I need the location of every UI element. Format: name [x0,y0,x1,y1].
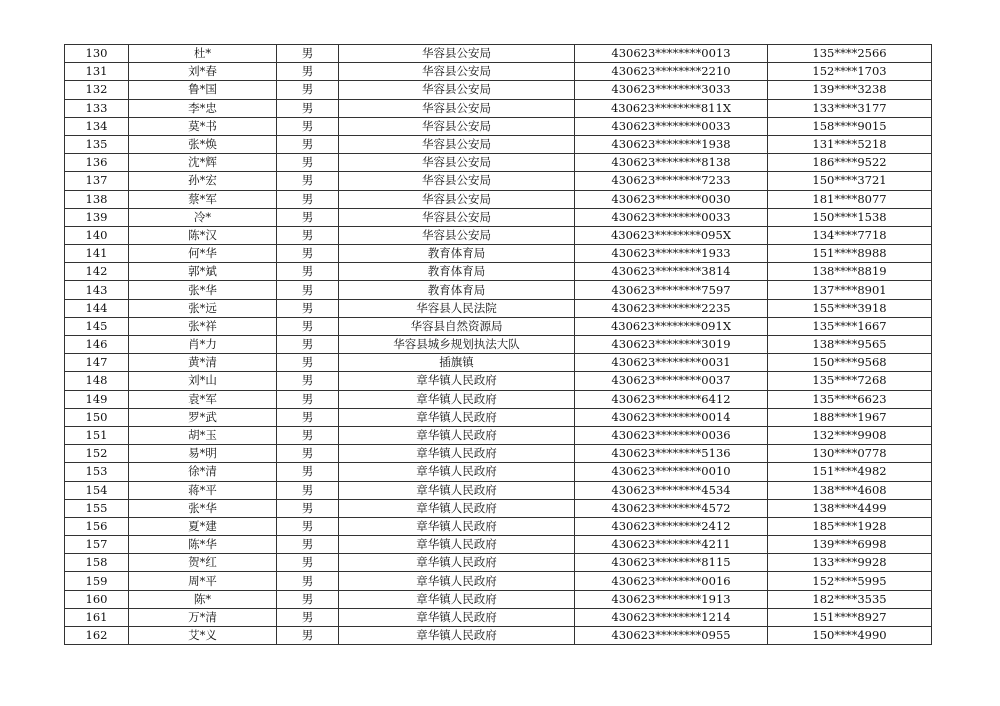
table-row [65,45,932,63]
table-row [65,154,932,172]
phone-number-cell: 185****1928 [768,517,932,535]
name-cell: 黄*清 [129,354,277,372]
name-cell: 孙*宏 [129,172,277,190]
phone-number-cell: 182****3535 [768,590,932,608]
table-row [65,499,932,517]
gender-cell: 男 [277,372,339,390]
table-row [65,245,932,263]
organization-cell: 章华镇人民政府 [339,445,575,463]
organization-cell: 插旗镇 [339,354,575,372]
name-cell: 鲁*国 [129,81,277,99]
organization-cell: 章华镇人民政府 [339,517,575,535]
row-index-cell: 153 [65,463,129,481]
id-number-cell: 430623********1913 [575,590,768,608]
phone-number-cell: 130****0778 [768,445,932,463]
phone-number-cell: 134****7718 [768,226,932,244]
id-number-cell: 430623********0010 [575,463,768,481]
phone-number-cell: 133****9928 [768,554,932,572]
table-row [65,627,932,645]
id-number-cell: 430623********811X [575,99,768,117]
gender-cell: 男 [277,426,339,444]
id-number-cell: 430623********7597 [575,281,768,299]
organization-cell: 章华镇人民政府 [339,499,575,517]
gender-cell: 男 [277,81,339,99]
name-cell: 杜* [129,45,277,63]
row-index-cell: 147 [65,354,129,372]
row-index-cell: 160 [65,590,129,608]
id-number-cell: 430623********6412 [575,390,768,408]
id-number-cell: 430623********4534 [575,481,768,499]
gender-cell: 男 [277,608,339,626]
gender-cell: 男 [277,390,339,408]
gender-cell: 男 [277,336,339,354]
gender-cell: 男 [277,63,339,81]
table-row [65,135,932,153]
id-number-cell: 430623********0033 [575,208,768,226]
phone-number-cell: 132****9908 [768,426,932,444]
name-cell: 张*祥 [129,317,277,335]
table-row [65,590,932,608]
name-cell: 刘*山 [129,372,277,390]
phone-number-cell: 181****8077 [768,190,932,208]
table-row [65,445,932,463]
name-cell: 张*华 [129,499,277,517]
organization-cell: 华容县公安局 [339,154,575,172]
organization-cell: 华容县公安局 [339,172,575,190]
name-cell: 易*明 [129,445,277,463]
phone-number-cell: 135****1667 [768,317,932,335]
name-cell: 肖*力 [129,336,277,354]
name-cell: 陈* [129,590,277,608]
table-row [65,481,932,499]
phone-number-cell: 139****3238 [768,81,932,99]
id-number-cell: 430623********5136 [575,445,768,463]
gender-cell: 男 [277,517,339,535]
gender-cell: 男 [277,135,339,153]
organization-cell: 华容县公安局 [339,226,575,244]
name-cell: 张*焕 [129,135,277,153]
row-index-cell: 131 [65,63,129,81]
table-row [65,608,932,626]
id-number-cell: 430623********2235 [575,299,768,317]
id-number-cell: 430623********8138 [575,154,768,172]
row-index-cell: 132 [65,81,129,99]
name-cell: 刘*春 [129,63,277,81]
phone-number-cell: 151****4982 [768,463,932,481]
name-cell: 陈*汉 [129,226,277,244]
organization-cell: 华容县公安局 [339,135,575,153]
id-number-cell: 430623********4572 [575,499,768,517]
name-cell: 罗*武 [129,408,277,426]
table-row [65,372,932,390]
gender-cell: 男 [277,190,339,208]
roster-table [64,44,932,645]
id-number-cell: 430623********0955 [575,627,768,645]
row-index-cell: 158 [65,554,129,572]
id-number-cell: 430623********091X [575,317,768,335]
gender-cell: 男 [277,627,339,645]
row-index-cell: 155 [65,499,129,517]
organization-cell: 章华镇人民政府 [339,572,575,590]
phone-number-cell: 150****4990 [768,627,932,645]
phone-number-cell: 137****8901 [768,281,932,299]
row-index-cell: 142 [65,263,129,281]
organization-cell: 章华镇人民政府 [339,463,575,481]
table-row [65,226,932,244]
phone-number-cell: 151****8988 [768,245,932,263]
gender-cell: 男 [277,263,339,281]
id-number-cell: 430623********0013 [575,45,768,63]
organization-cell: 章华镇人民政府 [339,426,575,444]
gender-cell: 男 [277,408,339,426]
id-number-cell: 430623********0030 [575,190,768,208]
gender-cell: 男 [277,499,339,517]
table-row [65,354,932,372]
row-index-cell: 148 [65,372,129,390]
id-number-cell: 430623********3019 [575,336,768,354]
row-index-cell: 144 [65,299,129,317]
row-index-cell: 150 [65,408,129,426]
name-cell: 万*清 [129,608,277,626]
id-number-cell: 430623********0014 [575,408,768,426]
row-index-cell: 162 [65,627,129,645]
id-number-cell: 430623********0036 [575,426,768,444]
phone-number-cell: 152****5995 [768,572,932,590]
organization-cell: 章华镇人民政府 [339,390,575,408]
id-number-cell: 430623********2210 [575,63,768,81]
row-index-cell: 143 [65,281,129,299]
gender-cell: 男 [277,99,339,117]
gender-cell: 男 [277,45,339,63]
phone-number-cell: 138****4608 [768,481,932,499]
table-row [65,390,932,408]
phone-number-cell: 135****2566 [768,45,932,63]
table-row [65,317,932,335]
table-row [65,426,932,444]
organization-cell: 教育体育局 [339,281,575,299]
name-cell: 张*华 [129,281,277,299]
gender-cell: 男 [277,226,339,244]
table-row [65,336,932,354]
table-row [65,99,932,117]
row-index-cell: 159 [65,572,129,590]
organization-cell: 华容县人民法院 [339,299,575,317]
id-number-cell: 430623********0031 [575,354,768,372]
organization-cell: 教育体育局 [339,245,575,263]
name-cell: 胡*玉 [129,426,277,444]
name-cell: 蔡*军 [129,190,277,208]
organization-cell: 华容县公安局 [339,81,575,99]
row-index-cell: 151 [65,426,129,444]
table-row [65,536,932,554]
gender-cell: 男 [277,481,339,499]
name-cell: 沈*辉 [129,154,277,172]
organization-cell: 章华镇人民政府 [339,408,575,426]
id-number-cell: 430623********3033 [575,81,768,99]
id-number-cell: 430623********2412 [575,517,768,535]
name-cell: 贺*红 [129,554,277,572]
id-number-cell: 430623********0033 [575,117,768,135]
id-number-cell: 430623********4211 [575,536,768,554]
organization-cell: 华容县自然资源局 [339,317,575,335]
organization-cell: 章华镇人民政府 [339,481,575,499]
roster-table-body [65,45,932,645]
id-number-cell: 430623********7233 [575,172,768,190]
name-cell: 艾*义 [129,627,277,645]
organization-cell: 章华镇人民政府 [339,608,575,626]
phone-number-cell: 150****3721 [768,172,932,190]
phone-number-cell: 138****8819 [768,263,932,281]
row-index-cell: 141 [65,245,129,263]
organization-cell: 章华镇人民政府 [339,372,575,390]
phone-number-cell: 188****1967 [768,408,932,426]
row-index-cell: 154 [65,481,129,499]
gender-cell: 男 [277,117,339,135]
table-row [65,554,932,572]
row-index-cell: 157 [65,536,129,554]
id-number-cell: 430623********0037 [575,372,768,390]
table-row [65,281,932,299]
gender-cell: 男 [277,554,339,572]
phone-number-cell: 135****6623 [768,390,932,408]
row-index-cell: 134 [65,117,129,135]
gender-cell: 男 [277,572,339,590]
name-cell: 蒋*平 [129,481,277,499]
id-number-cell: 430623********1938 [575,135,768,153]
row-index-cell: 133 [65,99,129,117]
gender-cell: 男 [277,154,339,172]
phone-number-cell: 152****1703 [768,63,932,81]
organization-cell: 章华镇人民政府 [339,536,575,554]
phone-number-cell: 158****9015 [768,117,932,135]
row-index-cell: 130 [65,45,129,63]
row-index-cell: 140 [65,226,129,244]
row-index-cell: 161 [65,608,129,626]
id-number-cell: 430623********0016 [575,572,768,590]
id-number-cell: 430623********8115 [575,554,768,572]
row-index-cell: 136 [65,154,129,172]
gender-cell: 男 [277,536,339,554]
phone-number-cell: 151****8927 [768,608,932,626]
table-row [65,408,932,426]
name-cell: 夏*建 [129,517,277,535]
table-row [65,263,932,281]
id-number-cell: 430623********3814 [575,263,768,281]
organization-cell: 华容县公安局 [339,99,575,117]
gender-cell: 男 [277,281,339,299]
table-row [65,463,932,481]
table-row [65,190,932,208]
organization-cell: 章华镇人民政府 [339,627,575,645]
organization-cell: 华容县公安局 [339,45,575,63]
gender-cell: 男 [277,172,339,190]
name-cell: 袁*军 [129,390,277,408]
row-index-cell: 156 [65,517,129,535]
gender-cell: 男 [277,590,339,608]
table-row [65,172,932,190]
phone-number-cell: 135****7268 [768,372,932,390]
phone-number-cell: 155****3918 [768,299,932,317]
table-row [65,63,932,81]
gender-cell: 男 [277,445,339,463]
gender-cell: 男 [277,463,339,481]
phone-number-cell: 150****9568 [768,354,932,372]
organization-cell: 章华镇人民政府 [339,590,575,608]
organization-cell: 华容县公安局 [339,208,575,226]
name-cell: 徐*清 [129,463,277,481]
name-cell: 莫*书 [129,117,277,135]
row-index-cell: 149 [65,390,129,408]
organization-cell: 华容县公安局 [339,63,575,81]
row-index-cell: 152 [65,445,129,463]
id-number-cell: 430623********1214 [575,608,768,626]
row-index-cell: 138 [65,190,129,208]
id-number-cell: 430623********1933 [575,245,768,263]
table-row [65,517,932,535]
table-row [65,299,932,317]
gender-cell: 男 [277,245,339,263]
table-row [65,117,932,135]
organization-cell: 华容县城乡规划执法大队 [339,336,575,354]
organization-cell: 华容县公安局 [339,117,575,135]
name-cell: 李*忠 [129,99,277,117]
row-index-cell: 137 [65,172,129,190]
organization-cell: 章华镇人民政府 [339,554,575,572]
phone-number-cell: 139****6998 [768,536,932,554]
gender-cell: 男 [277,208,339,226]
row-index-cell: 139 [65,208,129,226]
table-row [65,208,932,226]
phone-number-cell: 138****4499 [768,499,932,517]
name-cell: 周*平 [129,572,277,590]
phone-number-cell: 131****5218 [768,135,932,153]
organization-cell: 华容县公安局 [339,190,575,208]
name-cell: 张*远 [129,299,277,317]
gender-cell: 男 [277,317,339,335]
phone-number-cell: 138****9565 [768,336,932,354]
name-cell: 冷* [129,208,277,226]
row-index-cell: 135 [65,135,129,153]
phone-number-cell: 150****1538 [768,208,932,226]
gender-cell: 男 [277,354,339,372]
id-number-cell: 430623********095X [575,226,768,244]
row-index-cell: 146 [65,336,129,354]
name-cell: 陈*华 [129,536,277,554]
organization-cell: 教育体育局 [339,263,575,281]
name-cell: 何*华 [129,245,277,263]
table-row [65,81,932,99]
gender-cell: 男 [277,299,339,317]
table-row [65,572,932,590]
phone-number-cell: 186****9522 [768,154,932,172]
phone-number-cell: 133****3177 [768,99,932,117]
row-index-cell: 145 [65,317,129,335]
name-cell: 郭*斌 [129,263,277,281]
